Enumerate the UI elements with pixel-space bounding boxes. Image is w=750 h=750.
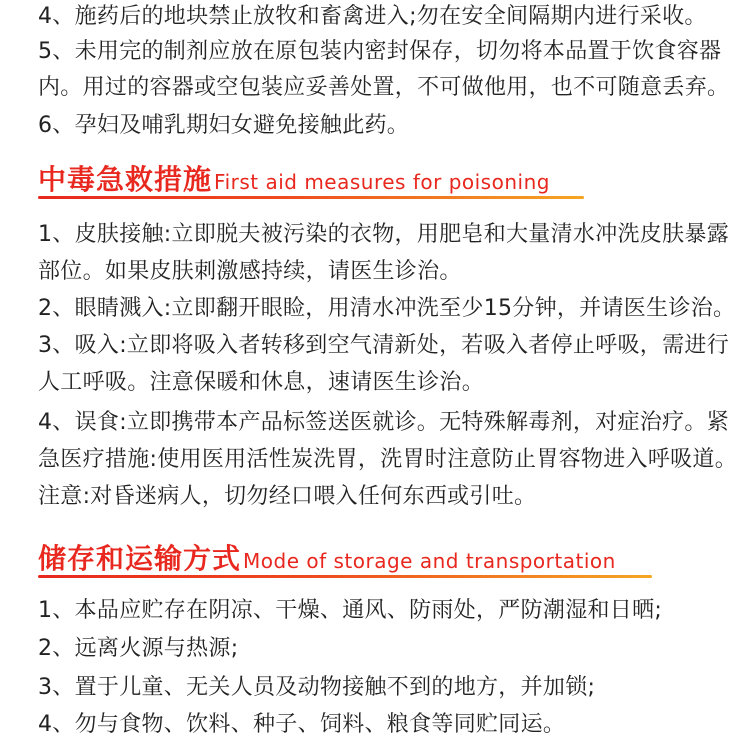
storage-line: 1、本品应贮存在阴凉、干燥、通风、防雨处，严防潮湿和日晒; bbox=[38, 598, 663, 623]
usage-note-line: 6、孕妇及哺乳期妇女避免接触此药。 bbox=[38, 113, 410, 138]
first-aid-line: 3、吸入:立即将吸入者转移到空气清新处，若吸入者停止呼吸，需进行 bbox=[38, 333, 730, 358]
first-aid-line: 部位。如果皮肤刺激感持续，请医生诊治。 bbox=[38, 259, 462, 284]
storage-title-zh: 储存和运输方式 bbox=[38, 542, 242, 575]
first-aid-underline bbox=[38, 196, 584, 199]
first-aid-line: 1、皮肤接触:立即脱夫被污染的衣物，用肥皂和大量清水冲洗皮肤暴露 bbox=[38, 222, 730, 247]
storage-line: 3、置于儿童、无关人员及动物接触不到的地方，并加锁; bbox=[38, 675, 596, 700]
usage-note-line: 4、施药后的地块禁止放牧和畜禽进入;勿在安全间隔期内进行采收。 bbox=[38, 4, 707, 29]
storage-underline bbox=[38, 575, 652, 578]
first-aid-line: 4、误食:立即携带本产品标签送医就诊。无特殊解毒剂，对症治疗。紧 bbox=[38, 410, 730, 435]
first-aid-line: 注意:对昏迷病人，切勿经口喂入任何东西或引吐。 bbox=[38, 484, 537, 509]
first-aid-line: 急医疗措施:使用医用活性炭洗胃，洗胃时注意防止胃容物进入呼吸道。 bbox=[38, 447, 738, 472]
usage-note-line: 内。用过的容器或空包装应妥善处置，不可做他用，也不可随意丢弃。 bbox=[38, 75, 730, 100]
first-aid-title-zh: 中毒急救措施 bbox=[38, 163, 213, 196]
usage-note-line: 5、未用完的制剂应放在原包装内密封保存，切勿将本品置于饮食容器 bbox=[38, 39, 722, 64]
first-aid-line: 2、眼睛溅入:立即翻开眼睑，用清水冲洗至少15分钟，并请医生诊治。 bbox=[38, 296, 736, 321]
storage-heading bbox=[38, 537, 616, 577]
storage-line: 2、远离火源与热源; bbox=[38, 636, 239, 661]
storage-line: 4、勿与食物、饮料、种子、饲料、粮食等同贮同运。 bbox=[38, 712, 566, 737]
first-aid-line: 人工呼吸。注意保暖和休息，速请医生诊治。 bbox=[38, 370, 485, 395]
first-aid-heading bbox=[38, 158, 550, 198]
storage-title-en: Mode of storage and transportation bbox=[243, 549, 616, 573]
first-aid-title-en: First aid measures for poisoning bbox=[214, 170, 550, 194]
